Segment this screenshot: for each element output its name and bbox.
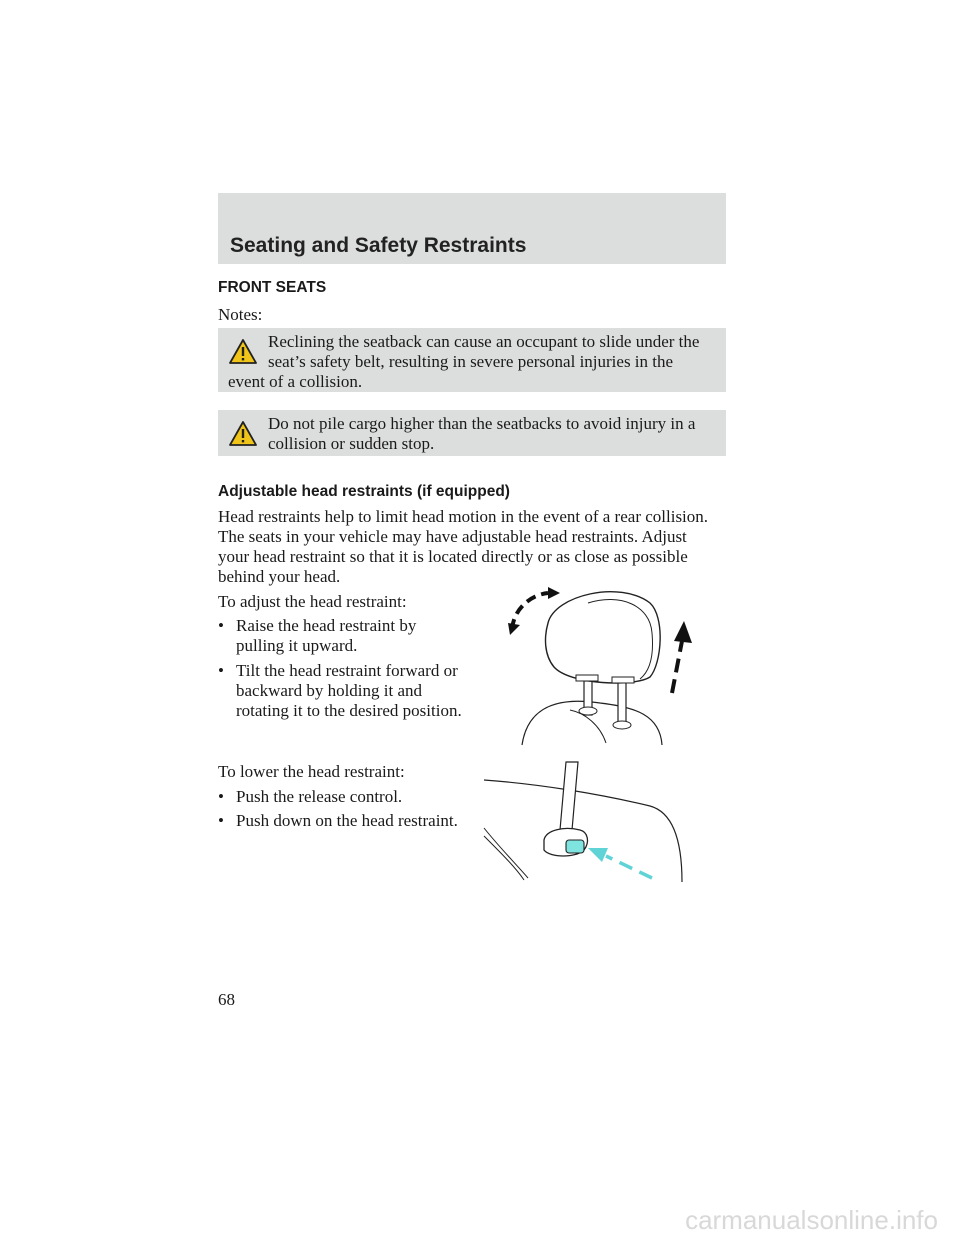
warning-1-line-1: Reclining the seatback can cause an occupant to slide under the [268, 332, 700, 351]
list-item-text: Raise the head restraint by [236, 616, 417, 635]
subsection-title: Adjustable head restraints (if equipped) [218, 483, 510, 500]
list-item-text: pulling it upward. [236, 636, 358, 655]
warning-box-2 [218, 410, 726, 456]
warning-triangle-icon [228, 338, 258, 365]
list-item-text: backward by holding it and [236, 681, 423, 700]
header-bar [218, 193, 726, 264]
head-restraint-release-illustration [480, 758, 690, 884]
bullet-dot: • [218, 811, 224, 830]
page-number: 68 [218, 990, 235, 1009]
warning-2-line-2: collision or sudden stop. [268, 434, 435, 453]
bullet-dot: • [218, 661, 224, 680]
bullet-dot: • [218, 616, 224, 635]
list-item-text: rotating it to the desired position. [236, 701, 462, 720]
paragraph-line-4: behind your head. [218, 567, 341, 586]
warning-box-1 [218, 328, 726, 392]
warning-1-line-2: seat’s safety belt, resulting in severe personal injuries in the [268, 352, 674, 371]
notes-label: Notes: [218, 305, 263, 324]
warning-1-line-3: event of a collision. [228, 372, 363, 391]
warning-triangle-icon [228, 420, 258, 447]
page-title: Seating and Safety Restraints [230, 234, 527, 257]
adjust-intro: To adjust the head restraint: [218, 592, 407, 611]
bullet-dot: • [218, 787, 224, 806]
footer-watermark: carmanualsonline.info [685, 1205, 938, 1235]
paragraph-line-1: Head restraints help to limit head motion in the event of a rear collision. [218, 507, 709, 526]
paragraph-line-3: your head restraint so that it is located directly or as close as possible [218, 547, 688, 566]
lower-intro: To lower the head restraint: [218, 762, 405, 781]
list-item-text: Push down on the head restraint. [236, 811, 458, 830]
head-restraint-adjust-illustration [500, 585, 700, 750]
list-item-text: Tilt the head restraint forward or [236, 661, 458, 680]
warning-2-line-1: Do not pile cargo higher than the seatbacks to avoid injury in a [268, 414, 696, 433]
section-title: FRONT SEATS [218, 279, 327, 296]
paragraph-line-2: The seats in your vehicle may have adjustable head restraints. Adjust [218, 527, 687, 546]
list-item-text: Push the release control. [236, 787, 403, 806]
